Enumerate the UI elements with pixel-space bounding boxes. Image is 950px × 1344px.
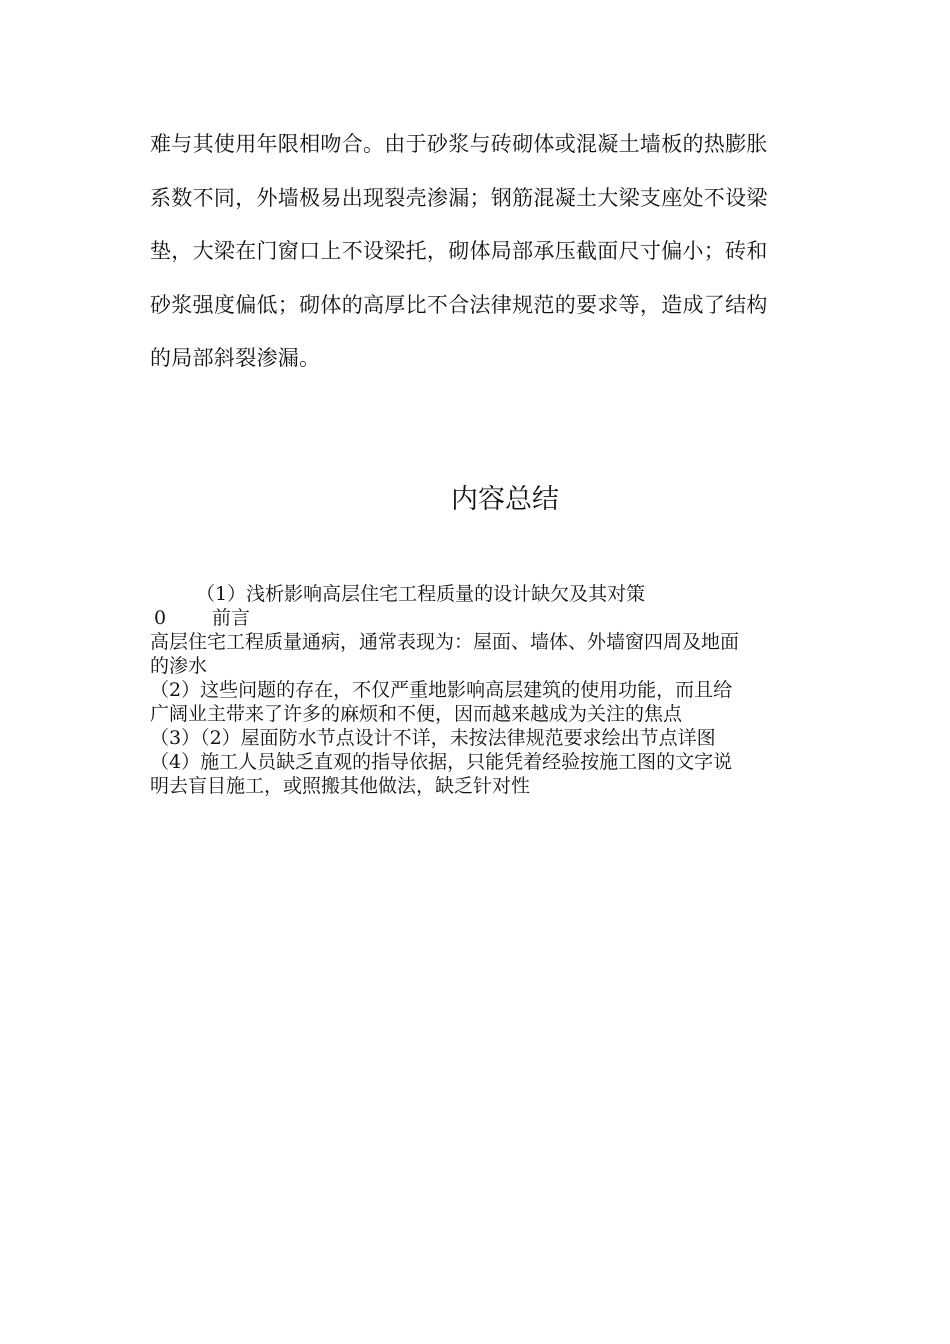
summary-line: 广阔业主带来了许多的麻烦和不便，因而越来越成为关注的焦点: [150, 703, 683, 725]
paragraph-line: 难与其使用年限相吻合。由于砂浆与砖砌体或混凝土墙板的热膨胀: [150, 132, 768, 156]
summary-line: （1）浅析影响高层住宅工程质量的设计缺欠及其对策: [196, 583, 646, 605]
summary-line: （2）这些问题的存在，不仅严重地影响高层建筑的使用功能，而且给: [150, 679, 733, 701]
paragraph-line: 砂浆强度偏低；砌体的高厚比不合法律规范的要求等，造成了结构: [150, 292, 768, 317]
paragraph-line: 的局部斜裂渗漏。: [150, 346, 321, 370]
body-paragraph: [150, 118, 810, 386]
paragraph-line: 垫，大梁在门窗口上不设梁托，砌体局部承压截面尺寸偏小；砖和: [150, 239, 768, 263]
summary-line: 的渗水: [150, 655, 208, 677]
preface-label: 前言: [212, 607, 251, 629]
section-title: 内容总结: [451, 484, 559, 515]
preface-number: 0: [154, 607, 167, 629]
paragraph-line: 系数不同，外墙极易出现裂壳渗漏；钢筋混凝土大梁支座处不设梁: [150, 185, 768, 210]
preface-heading: [150, 606, 810, 630]
summary-line: 高层住宅工程质量通病，通常表现为：屋面、墙体、外墙窗四周及地面: [150, 631, 740, 653]
summary-line: （4）施工人员缺乏直观的指导依据，只能凭着经验按施工图的文字说: [150, 751, 733, 773]
summary-block: [150, 582, 810, 798]
summary-line: （3）（2）屋面防水节点设计不详，未按法律规范要求绘出节点详图: [150, 727, 716, 749]
summary-line: 明去盲目施工，或照搬其他做法，缺乏针对性: [150, 775, 531, 797]
